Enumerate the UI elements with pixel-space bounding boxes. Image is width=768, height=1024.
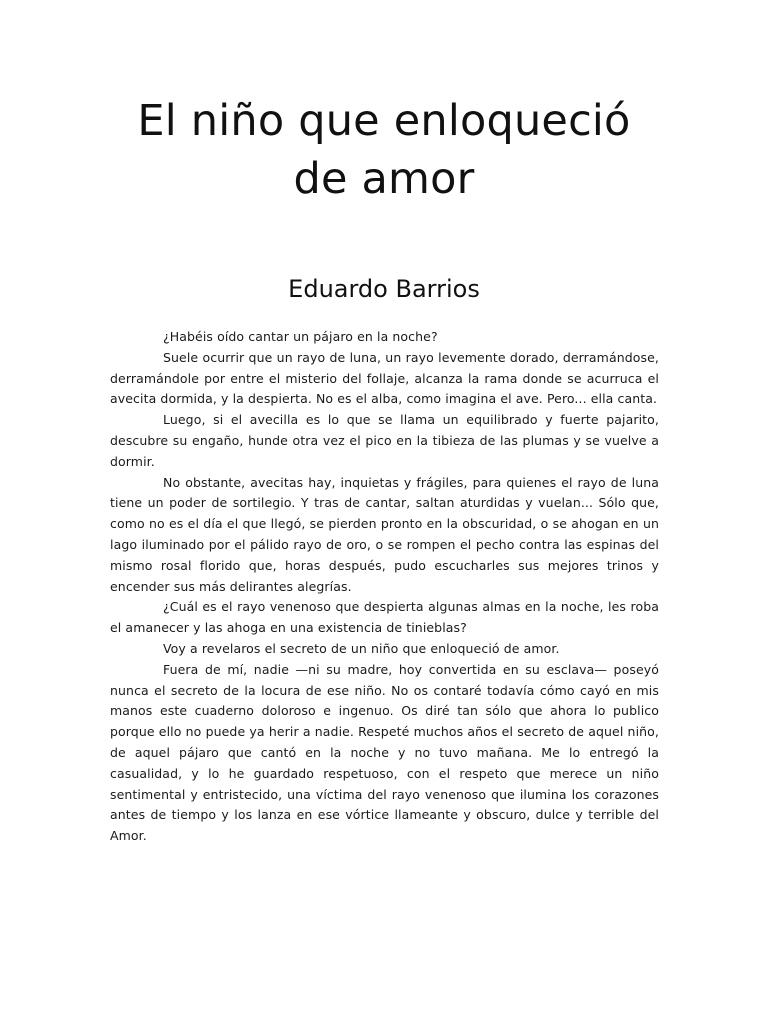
title-line-2: de amor [293, 154, 475, 204]
paragraph-5: ¿Cuál es el rayo venenoso que despierta algunas almas en la noche, les roba el amanecer y las ahoga en una existencia de tinieblas? [110, 599, 659, 636]
paragraph-7: Fuera de mí, nadie —ni su madre, hoy convertida en su esclava— poseyó nunca el secreto de la locura de ese niño. No os contaré todavía cómo cayó en mis manos este cuaderno doloroso e ingenuo. Os diré tan sólo que ahora lo publico porque ello no puede ya herir a nadie. Respeté muchos años el secreto de aquel niño, de aquel pájaro que cantó en la noche y no tuvo mañana. Me lo entregó la casualidad, y lo he guardado respetuoso, con el respeto que merece un niño sentimental y entristecido, una víctima del rayo venenoso que ilumina los corazones antes de tiempo y los lanza en ese vórtice llameante y obscuro, dulce y terrible del Amor. [110, 661, 659, 844]
author-name: Eduardo Barrios [288, 275, 480, 303]
paragraph-1: ¿Habéis oído cantar un pájaro en la noche? [163, 329, 438, 344]
paragraph-4: No obstante, avecitas hay, inquietas y frágiles, para quienes el rayo de luna tiene un poder de sortilegio. Y tras de cantar, saltan aturdidas y vuelan... Sólo que, como no es el día el que llegó, se pierden pronto en la obscuridad, o se ahogan en un lago iluminado por el pálido rayo de oro, o se rompen el pecho contra las espinas del mismo rosal florido que, horas después, pudo escucharles sus mejores trinos y encender sus más delirantes alegrías. [110, 474, 659, 594]
document-title [84, 92, 684, 208]
paragraph-3: Luego, si el avecilla es lo que se llama un equilibrado y fuerte pajarito, descubre su engaño, hunde otra vez el pico en la tibieza de las plumas y se vuelve a dormir. [110, 412, 659, 469]
paragraph-2: Suele ocurrir que un rayo de luna, un rayo levemente dorado, derramándose, derramándole por entre el misterio del follaje, alcanza la rama donde se acurruca el avecita dormida, y la despierta. No es el alba, como imagina el ave. Pero... ella canta. [110, 349, 659, 407]
body-text [110, 327, 659, 847]
paragraph-6: Voy a revelaros el secreto de un niño que enloqueció de amor. [163, 640, 560, 656]
title-line-1: El niño que enloqueció [137, 96, 631, 146]
